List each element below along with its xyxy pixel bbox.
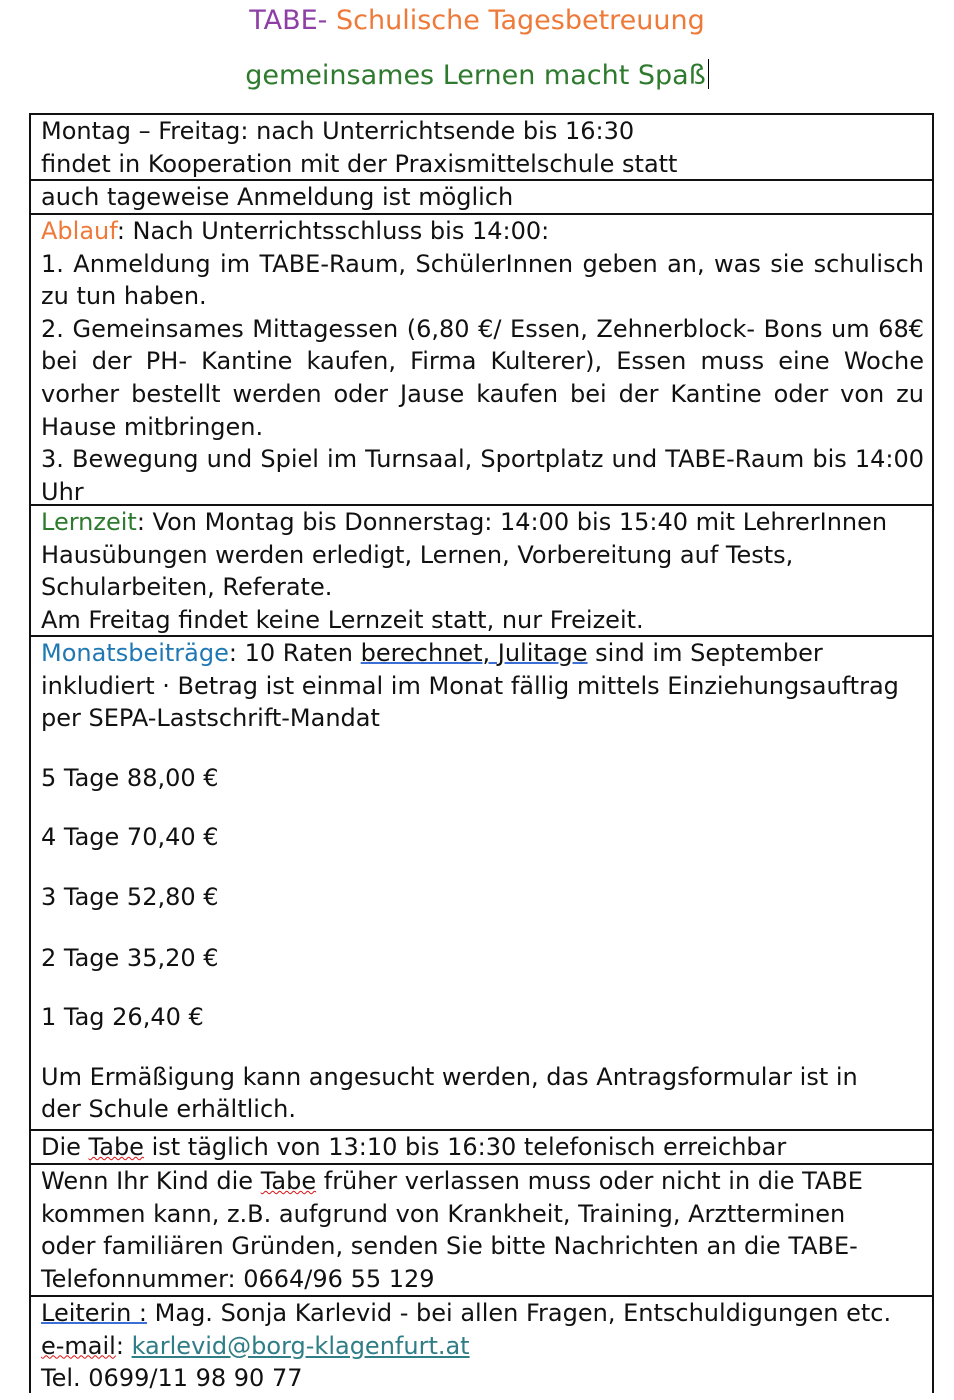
row-ablauf: [29, 215, 934, 506]
lernzeit-line-3: Schularbeiten, Referate.: [41, 573, 333, 602]
monatsbeitraege-label: Monatsbeiträge: [41, 639, 229, 667]
email-colon: :: [115, 1331, 132, 1360]
absence-text-b: früher verlassen muss oder nicht in die TABE kommen kann, z.B. aufgrund von Krankheit, Training, Arztterminen oder familiären Gründen, senden Sie bitte Nachrichten an die TABE-Telefonnummer: 0664/96 55 129: [41, 1167, 863, 1293]
phone-text-a: Die: [41, 1133, 89, 1161]
subtitle-text: gemeinsames Lernen macht Spaß: [245, 60, 706, 91]
fee-4-days: 4 Tage 70,40 €: [41, 823, 219, 852]
monatsbeitraege-underlined: berechnet, Julitage: [360, 639, 588, 667]
row-contact: [29, 1297, 934, 1400]
page-title: [0, 2, 954, 40]
text-cursor: [708, 59, 709, 89]
ablauf-intro: : Nach Unterrichtsschluss bis 14:00:: [116, 217, 550, 245]
phone-text-b: ist täglich von 13:10 bis 16:30 telefonisch erreichbar: [143, 1133, 787, 1161]
phone-tabe: Tabe: [88, 1133, 144, 1161]
absence-tabe: Tabe: [260, 1167, 317, 1195]
contact-phone: Tel. 0699/11 98 90 77: [41, 1364, 303, 1393]
lernzeit-line-4: Am Freitag findet keine Lernzeit statt, nur Freizeit.: [41, 605, 644, 634]
monatsbeitraege-text-a: : 10 Raten: [228, 639, 361, 667]
leiterin-label: Leiterin :: [41, 1299, 148, 1327]
lernzeit-line-2: Hausübungen werden erledigt, Lernen, Vorbereitung auf Tests,: [41, 540, 794, 569]
lernzeit-line-1: : Von Montag bis Donnerstag: 14:00 bis 15:40 mit LehrerInnen: [136, 508, 888, 536]
absence-text-a: Wenn Ihr Kind die: [41, 1167, 261, 1195]
schedule-line-2: findet in Kooperation mit der Praxismittelschule statt: [41, 149, 678, 178]
discount-note: Um Ermäßigung kann angesucht werden, das Antragsformular ist in der Schule erhältlich.: [41, 1062, 858, 1124]
row-monatsbeitraege: [29, 637, 934, 1131]
title-rest: Schulische Tagesbetreuung: [327, 5, 705, 36]
fee-3-days: 3 Tage 52,80 €: [41, 882, 219, 911]
lernzeit-label: Lernzeit: [41, 508, 137, 536]
email-label: e-mail: [41, 1331, 116, 1360]
schedule-line-1: Montag – Freitag: nach Unterrichtsende bis 16:30: [41, 117, 635, 145]
title-tabe: TABE-: [249, 5, 328, 36]
email-link[interactable]: karlevid@borg-klagenfurt.at: [131, 1331, 470, 1360]
monatsbeitraege-text-b: sind im September inkludiert · Betrag ist einmal im Monat fällig mittels Einziehungsauftrag per SEPA-Lastschrift-Mandat: [41, 639, 899, 733]
fee-1-day: 1 Tag 26,40 €: [41, 1003, 204, 1032]
ablauf-item-2: 2. Gemeinsames Mittagessen (6,80 €/ Essen, Zehnerblock- Bons um 68€ bei der PH- Kantine kaufen, Firma Kulterer), Essen muss eine Woche vorher bestellt werden oder Jause kaufen bei der Kantine oder von zu Hause mitbringen.: [41, 314, 924, 441]
row-lernzeit: [29, 506, 934, 637]
row-phone-hours: [29, 1131, 934, 1165]
ablauf-item-3: 3. Bewegung und Spiel im Turnsaal, Sportplatz und TABE-Raum bis 14:00 Uhr: [41, 445, 924, 506]
row-schedule: [29, 113, 934, 181]
fee-5-days: 5 Tage 88,00 €: [41, 763, 219, 792]
fee-2-days: 2 Tage 35,20 €: [41, 943, 219, 972]
leiterin-text: Mag. Sonja Karlevid - bei allen Fragen, Entschuldigungen etc.: [147, 1299, 892, 1327]
page-subtitle: [0, 57, 954, 95]
ablauf-label: Ablauf: [41, 217, 117, 245]
row-registration: [29, 181, 934, 215]
registration-text: auch tageweise Anmeldung ist möglich: [41, 183, 514, 211]
ablauf-item-1: 1. Anmeldung im TABE-Raum, SchülerInnen geben an, was sie schulisch zu tun haben.: [41, 249, 924, 311]
row-absence: [29, 1165, 934, 1297]
